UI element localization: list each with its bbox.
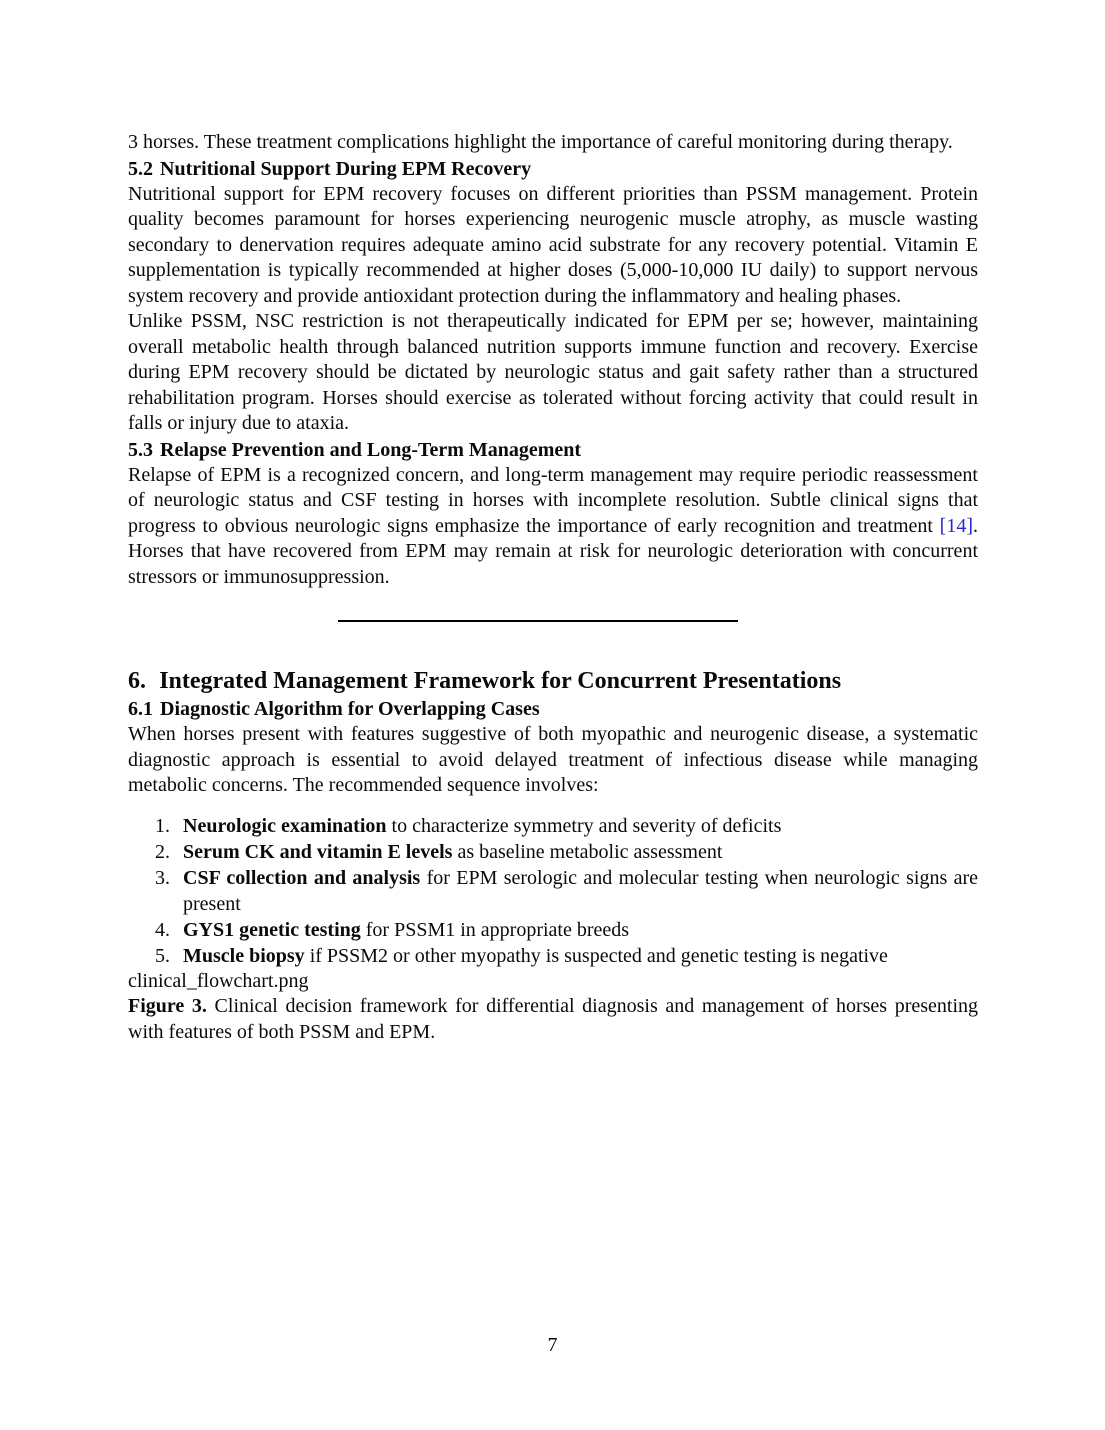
list-item-lead: CSF collection and analysis	[183, 866, 421, 889]
list-item-text	[183, 839, 978, 865]
list-item-rest: if PSSM2 or other myopathy is suspected and genetic testing is negative	[304, 944, 888, 967]
list-item-text	[183, 943, 978, 969]
subsection-title: Relapse Prevention and Long-Term Management	[160, 438, 582, 461]
list-item-rest: to characterize symmetry and severity of deficits	[386, 814, 782, 837]
image-placeholder-filename: clinical_flowchart.png	[128, 969, 309, 992]
diagnostic-sequence-list	[128, 813, 978, 969]
paragraph-text: Relapse of EPM is a recognized concern, and long-term management may require periodic reassessment of neurologic status and CSF testing in horses with incomplete resolution. Subtle clinical signs that progress to obvious neurologic signs emphasize the importance of early recognition and treatment	[128, 463, 978, 537]
paragraph-nutritional-support: Nutritional support for EPM recovery focuses on different priorities than PSSM management. Protein quality becomes paramount for horses experiencing neurogenic muscle atrophy, as muscle wasting secondary to denervation requires adequate amino acid substrate for any recovery potential. Vitamin E supplementation is typically recommended at higher doses (5,000-10,000 IU daily) to support nervous system recovery and provide antioxidant protection during the inflammatory and healing phases.	[128, 182, 978, 307]
list-item-number: 4.	[155, 918, 170, 941]
subsection-number: 5.3	[128, 438, 153, 461]
list-item-lead: Neurologic examination	[183, 814, 387, 837]
list-item-lead: Serum CK and vitamin E levels	[183, 840, 453, 863]
content-column	[128, 130, 978, 1045]
page-number: 7	[547, 1334, 558, 1356]
subsection-heading-5-3	[128, 437, 978, 463]
paragraph-diagnostic-approach: When horses present with features suggestive of both myopathic and neurogenic disease, a systematic diagnostic approach is essential to avoid delayed treatment of infectious disease while managing metabolic concerns. The recommended sequence involves:	[128, 723, 978, 796]
list-item-text	[183, 865, 978, 917]
list-item-rest: for EPM serologic and molecular testing when neurologic signs are present	[183, 866, 978, 915]
subsection-heading-6-1	[128, 696, 978, 722]
subsection-title: Diagnostic Algorithm for Overlapping Cases	[160, 698, 540, 720]
section-title: Integrated Management Framework for Concurrent Presentations	[159, 668, 842, 694]
section-divider-rule	[338, 620, 738, 622]
list-item	[128, 917, 978, 943]
list-item	[128, 865, 978, 917]
section-number: 6.	[128, 668, 146, 694]
figure-label: Figure 3.	[128, 995, 207, 1017]
paragraph-text: . Horses that have recovered from EPM may remain at risk for neurologic deterioration with concurrent stressors or immunosuppression.	[128, 514, 978, 588]
list-item-number: 1.	[155, 814, 170, 837]
subsection-heading-5-2	[128, 156, 978, 182]
subsection-number: 5.2	[128, 157, 153, 180]
list-item-text	[183, 813, 978, 839]
subsection-title: Nutritional Support During EPM Recovery	[160, 157, 532, 180]
figure-3-caption	[128, 994, 978, 1045]
paragraph-intro-continuation: 3 horses. These treatment complications highlight the importance of careful monitoring during therapy.	[128, 131, 953, 153]
list-item-lead: Muscle biopsy	[183, 944, 305, 967]
list-item-number: 2.	[155, 840, 170, 863]
list-item-rest: as baseline metabolic assessment	[452, 840, 723, 863]
list-item-text	[183, 917, 978, 943]
list-item	[128, 839, 978, 865]
list-item-rest: for PSSM1 in appropriate breeds	[360, 918, 630, 941]
subsection-number: 6.1	[128, 698, 153, 720]
list-item-lead: GYS1 genetic testing	[183, 918, 361, 941]
list-item	[128, 813, 978, 839]
citation-link-14[interactable]: [14]	[939, 514, 973, 537]
list-item-number: 5.	[155, 944, 170, 967]
list-item-number: 3.	[155, 866, 170, 889]
list-item	[128, 943, 978, 969]
paragraph-relapse-prevention	[128, 463, 978, 591]
section-heading-6	[128, 666, 978, 696]
paragraph-nsc-restriction: Unlike PSSM, NSC restriction is not therapeutically indicated for EPM per se; however, maintaining overall metabolic health through balanced nutrition supports immune function and recovery. Exercise during EPM recovery should be dictated by neurologic status and gait safety rather than a structured rehabilitation program. Horses should exercise as tolerated without forcing activity that could result in falls or injury due to ataxia.	[128, 310, 978, 434]
figure-caption-text: Clinical decision framework for differential diagnosis and management of horses presenting with features of both PSSM and EPM.	[128, 995, 978, 1043]
